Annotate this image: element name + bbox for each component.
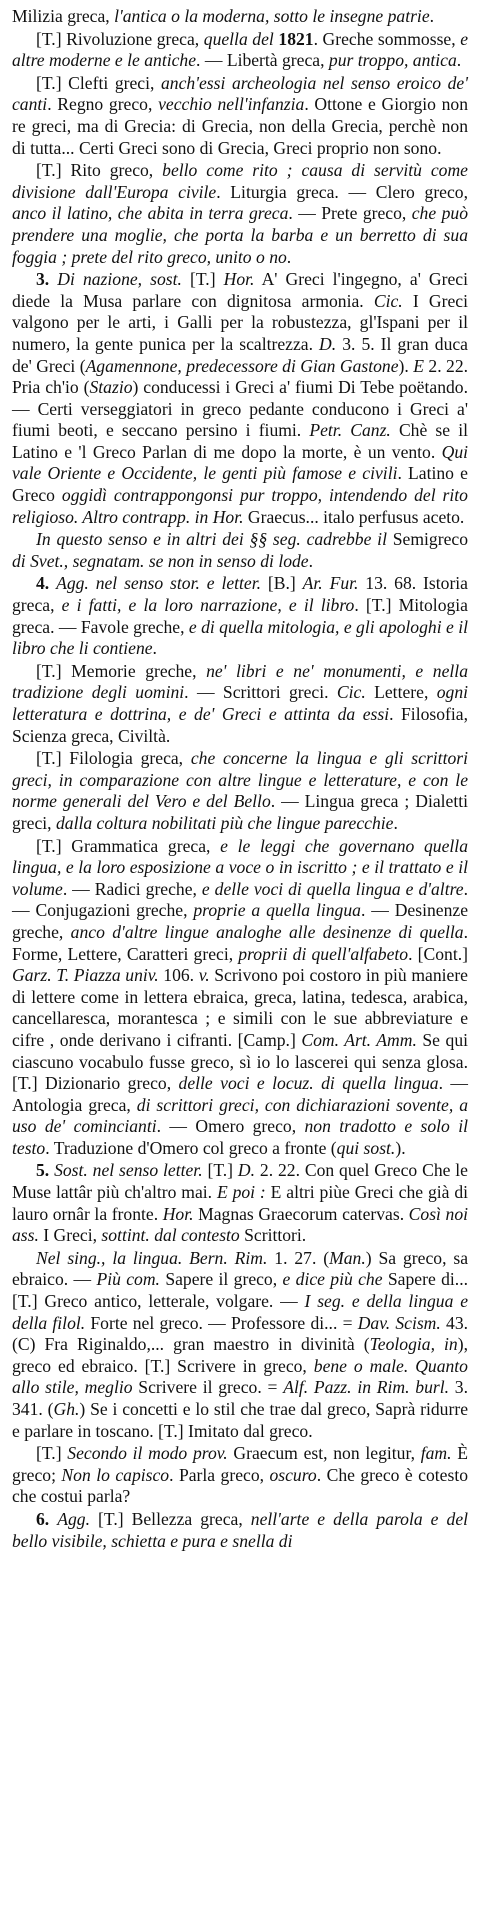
- dictionary-paragraph: [12, 529, 468, 572]
- text-segment: Sost. nel senso letter.: [54, 1160, 203, 1181]
- text-segment: Così noi ass.: [12, 1203, 468, 1246]
- text-segment: non tradotto e solo il testo: [12, 1116, 468, 1158]
- text-segment: oscuro: [269, 1464, 317, 1485]
- text-segment: . — Conjugazioni greche,: [12, 878, 468, 921]
- text-segment: e dice più che: [282, 1269, 383, 1290]
- text-segment: [B.]: [261, 573, 303, 594]
- text-segment: quella del: [203, 28, 279, 49]
- text-segment: 1821: [278, 28, 314, 49]
- text-segment: Se qui ciascuno vocabulo fusse greco, sì io lo lascerei qui senza glosa. [T.] Dizionario greco,: [12, 1029, 469, 1094]
- text-segment: Alf. Pazz. in Rim. burl.: [283, 1377, 450, 1398]
- text-segment: . Traduzione d'Omero col greco a fronte (: [45, 1137, 337, 1158]
- dictionary-paragraph: [12, 1160, 468, 1246]
- text-segment: A' Greci l'ingegno, a' Greci diede la Musa parlare con dignitosa armonia.: [12, 269, 469, 311]
- text-segment: Più com.: [96, 1269, 160, 1290]
- text-segment: bene o male. Quanto allo stile, meglio: [12, 1355, 468, 1398]
- text-segment: Graecum est, non legitur,: [227, 1443, 421, 1464]
- text-segment: [T.] Memorie greche,: [36, 660, 207, 681]
- text-segment: bello come rito ; causa di servitù come divisione dall'Europa civile: [12, 160, 468, 202]
- text-segment: Chè se il Latino e 'l Greco Parlan di me dopo la morte, è un vento.: [12, 420, 469, 462]
- text-segment: Magnas Graecorum catervas.: [193, 1203, 409, 1224]
- text-segment: [T.]: [36, 1443, 68, 1464]
- text-segment: . [Cont.]: [408, 943, 468, 964]
- text-segment: dalla coltura nobilitati più che lingue parecchie: [55, 812, 394, 833]
- text-segment: Dav. Scism.: [357, 1312, 441, 1333]
- text-segment: I Greci valgono per le arti, i Galli per la robustezza, gl'Ispani per il numero, la gente punica per la scaltrezza.: [12, 290, 468, 354]
- text-segment: Garz. T. Piazza univ.: [12, 965, 159, 986]
- text-segment: . Parla greco,: [169, 1464, 270, 1485]
- text-segment: pur troppo, antica: [328, 50, 457, 71]
- text-segment: D.: [319, 333, 337, 354]
- text-segment: . — Antologia greca,: [12, 1073, 468, 1115]
- text-segment: Forte nel greco. — Professore di... =: [85, 1312, 358, 1333]
- text-segment: . Liturgia greca. — Clero greco,: [216, 181, 468, 202]
- text-segment: .: [152, 638, 157, 659]
- text-segment: Com. Art. Amm.: [301, 1029, 417, 1050]
- text-segment: Semigreco: [386, 529, 469, 550]
- dictionary-paragraph: [12, 661, 468, 747]
- text-segment: di scrittori greci, con dichiarazioni sovente, a uso de' comincianti: [12, 1094, 468, 1137]
- text-segment: Stazio: [89, 377, 133, 398]
- text-segment: [T.] Rito greco,: [36, 160, 163, 181]
- text-segment: I Greci,: [38, 1225, 102, 1246]
- text-segment: . Che greco è cotesto che costui parla?: [12, 1464, 469, 1507]
- dictionary-paragraph: [12, 160, 468, 268]
- text-segment: e le leggi che governano quella lingua, e la loro esposizione a voce o in iscritto ; e il trattato e il volume: [12, 835, 468, 899]
- text-segment: [T.] Bellezza greca,: [90, 1508, 251, 1529]
- text-segment: oggidì contrappongonsi pur troppo, intendendo del rito religioso. Altro contrapp. in Hor.: [12, 485, 468, 527]
- text-segment: ).: [398, 355, 414, 376]
- text-segment: Lettere,: [365, 682, 437, 703]
- dictionary-paragraph: [12, 836, 468, 1160]
- text-segment: 2. 22. Pria ch'io (: [12, 355, 469, 398]
- text-segment: che può prendere una moglie, che porta la barba e un berretto di sua foggia ; prete del rito greco, unito o no: [12, 203, 468, 267]
- text-segment: 4.: [36, 573, 57, 594]
- text-segment: anco d'altre lingue analoghe alle desinenze di quella: [70, 921, 464, 942]
- text-segment: Nel sing., la lingua. Bern. Rim.: [36, 1247, 268, 1268]
- text-segment: che concerne la lingua e gli scrittori greci, in comparazione con altre lingue e letterature, e con le norme generali del Vero e del Bello: [12, 748, 468, 812]
- text-segment: . — Desinenze greche,: [12, 900, 468, 942]
- text-segment: 3.: [36, 269, 58, 290]
- text-segment: fam.: [420, 1443, 452, 1464]
- text-segment: proprii di quell'alfabeto: [238, 943, 409, 964]
- text-segment: Graecus... italo perfusus aceto.: [243, 506, 465, 527]
- text-segment: vecchio nell'infanzia: [158, 94, 305, 115]
- dictionary-paragraph: [12, 748, 468, 834]
- text-segment: v.: [198, 965, 210, 986]
- text-segment: Hor.: [223, 269, 255, 290]
- text-segment: 3. 5. Il gran duca de' Greci (: [12, 333, 468, 376]
- text-segment: Scrittori.: [239, 1225, 307, 1246]
- text-segment: . Ottone e Giorgio non re greci, ma di Grecia: di Grecia, non della Grecia, perchè non di tutta... Certi Greci sono di Grecia, Greci proprio non sono.: [12, 94, 469, 158]
- text-segment: l'antica o la moderna, sotto le insegne patrie: [114, 6, 430, 26]
- text-segment: nell'arte e della parola e del bello visibile, schietta e pura e snella di: [12, 1508, 469, 1551]
- text-segment: . — Prete greco,: [288, 203, 412, 224]
- text-segment: Teologia, in: [369, 1334, 458, 1355]
- text-segment: . [T.] Mitologia greca. — Favole greche,: [12, 595, 468, 637]
- text-segment: 1. 27. (: [267, 1247, 330, 1268]
- text-segment: .: [286, 246, 292, 267]
- text-segment: ).: [395, 1137, 406, 1158]
- text-segment: ogni letteratura e dottrina, e de' Greci e attinta da essi: [12, 682, 468, 724]
- text-segment: .: [393, 812, 398, 833]
- text-segment: . Greche sommosse,: [313, 28, 461, 49]
- text-segment: .: [429, 6, 435, 26]
- text-segment: È greco;: [12, 1443, 469, 1485]
- text-segment: . — Radici greche,: [62, 878, 202, 899]
- text-segment: E: [413, 355, 424, 376]
- text-segment: Gh.: [53, 1399, 80, 1419]
- dictionary-paragraph: [12, 1248, 468, 1442]
- text-segment: Agamennone, predecessore di Gian Gastone: [85, 355, 399, 376]
- text-segment: e delle voci di quella lingua e d'altre: [201, 878, 464, 899]
- dictionary-paragraph: [12, 573, 468, 659]
- text-segment: ) conducessi i Greci a' fiumi Di Tebe poëtando. — Certi verseggiatori in greco pedante conducono i Greci a' fiumi beoti, e seccano persino i fiumi.: [12, 377, 468, 441]
- text-segment: Man.: [329, 1247, 366, 1268]
- text-segment: e i fatti, e la loro narrazione, e il libro: [61, 595, 355, 616]
- text-segment: ) Sa greco, sa ebraico. —: [12, 1247, 469, 1290]
- text-segment: [T.]: [202, 1160, 238, 1181]
- dictionary-paragraph: [12, 1509, 468, 1552]
- dictionary-paragraph: [12, 269, 468, 528]
- text-segment: Cic.: [336, 682, 366, 703]
- text-segment: Cic.: [373, 290, 403, 311]
- text-segment: 13. 68. Istoria greca,: [12, 573, 468, 616]
- text-segment: 5.: [36, 1160, 55, 1181]
- text-segment: . Filosofia, Scienza greca, Civiltà.: [12, 704, 468, 746]
- text-segment: e di quella mitologia, e gli apologhi e il libro che li contiene: [12, 616, 468, 659]
- text-segment: D.: [237, 1160, 256, 1181]
- text-segment: . — Omero greco,: [156, 1116, 305, 1137]
- text-segment: di Svet., segnatam. se non in senso di lode: [12, 550, 309, 571]
- text-segment: E poi :: [216, 1182, 266, 1203]
- text-segment: .: [308, 550, 314, 571]
- text-segment: Agg.: [57, 1508, 90, 1529]
- text-segment: 43. (C) Fra Riginaldo,... gran maestro in divinità (: [12, 1312, 469, 1355]
- text-segment: Hor.: [162, 1203, 194, 1224]
- text-segment: delle voci e locuz. di quella lingua: [178, 1073, 439, 1094]
- text-segment: [T.] Filologia greca,: [36, 748, 191, 769]
- text-segment: Agg. nel senso stor. e letter.: [56, 573, 262, 594]
- text-segment: [T.]: [181, 269, 224, 290]
- text-segment: . — Libertà greca,: [196, 50, 329, 71]
- dictionary-paragraph: [12, 1443, 468, 1508]
- text-segment: Scrivono poi costoro in più maniere di lettere come in lettera ebraica, greca, latina, tedesca, arabica, cancellaresca, morantesca ; e simili con le sue abbreviature e cifre , onde derivano i cifranti. [Camp.]: [12, 965, 468, 1050]
- dictionary-paragraph: [12, 6, 468, 28]
- text-segment: Scrivere il greco. =: [132, 1377, 284, 1398]
- text-segment: .: [456, 50, 462, 71]
- dictionary-paragraph: [12, 73, 468, 159]
- text-segment: . — Scrittori greci.: [184, 682, 337, 703]
- text-segment: ), greco ed ebraico. [T.] Scrivere in greco,: [12, 1334, 468, 1376]
- text-segment: Sapere di... [T.] Greco antico, letterale, volgare. —: [12, 1269, 468, 1312]
- text-segment: e altre moderne e le antiche: [12, 28, 468, 71]
- text-segment: 2. 22. Con quel Greco Che le Muse lattâr più ch'altro mai.: [12, 1160, 468, 1203]
- text-segment: . Regno greco,: [47, 94, 159, 115]
- text-segment: proprie a quella lingua: [193, 900, 361, 921]
- text-segment: 3. 341. (: [12, 1377, 469, 1419]
- text-segment: Milizia greca,: [12, 6, 115, 26]
- text-segment: Sapere il greco,: [159, 1269, 283, 1290]
- text-segment: sottint. dal contesto: [101, 1225, 240, 1246]
- text-segment: [T.] Clefti greci,: [36, 72, 161, 93]
- text-segment: anco il latino, che abita in terra greca: [12, 203, 289, 224]
- text-segment: . — Lingua greca ; Dialetti greci,: [12, 791, 469, 833]
- text-segment: ) Se i concetti e lo stil che trae dal greco, Saprà ridurre e parlare in toscano. [T.] Imitato dal greco.: [12, 1399, 469, 1441]
- text-segment: . Forme, Lettere, Caratteri greci,: [12, 921, 468, 964]
- text-segment: Ar. Fur.: [302, 573, 359, 594]
- text-segment: qui sost.: [336, 1137, 396, 1158]
- text-segment: Secondo il modo prov.: [67, 1443, 228, 1464]
- text-segment: Petr. Canz.: [309, 420, 391, 441]
- text-segment: . Latino e Greco: [12, 463, 468, 506]
- text-segment: Non lo capisco: [61, 1464, 170, 1485]
- text-segment: ne' libri e ne' monumenti, e nella tradizione degli uomini: [12, 660, 468, 703]
- text-segment: 6.: [36, 1508, 58, 1529]
- text-segment: [T.] Rivoluzione greca,: [36, 28, 204, 49]
- dictionary-paragraph: [12, 29, 468, 72]
- text-segment: In questo senso e in altri dei §§ seg. cadrebbe il: [36, 529, 387, 550]
- text-segment: 106.: [158, 965, 199, 986]
- text-segment: E altri piùe Greci che già di lauro ornâr la fronte.: [12, 1182, 469, 1224]
- text-segment: [T.] Grammatica greca,: [36, 835, 221, 856]
- text-segment: Qui vale Oriente e Occidente, le genti più famose e civili: [12, 441, 468, 484]
- text-segment: I seg. e della lingua e della filol.: [12, 1291, 469, 1333]
- text-segment: anch'essi archeologia nel senso eroico de' canti: [12, 72, 468, 115]
- text-segment: Di nazione, sost.: [57, 269, 182, 290]
